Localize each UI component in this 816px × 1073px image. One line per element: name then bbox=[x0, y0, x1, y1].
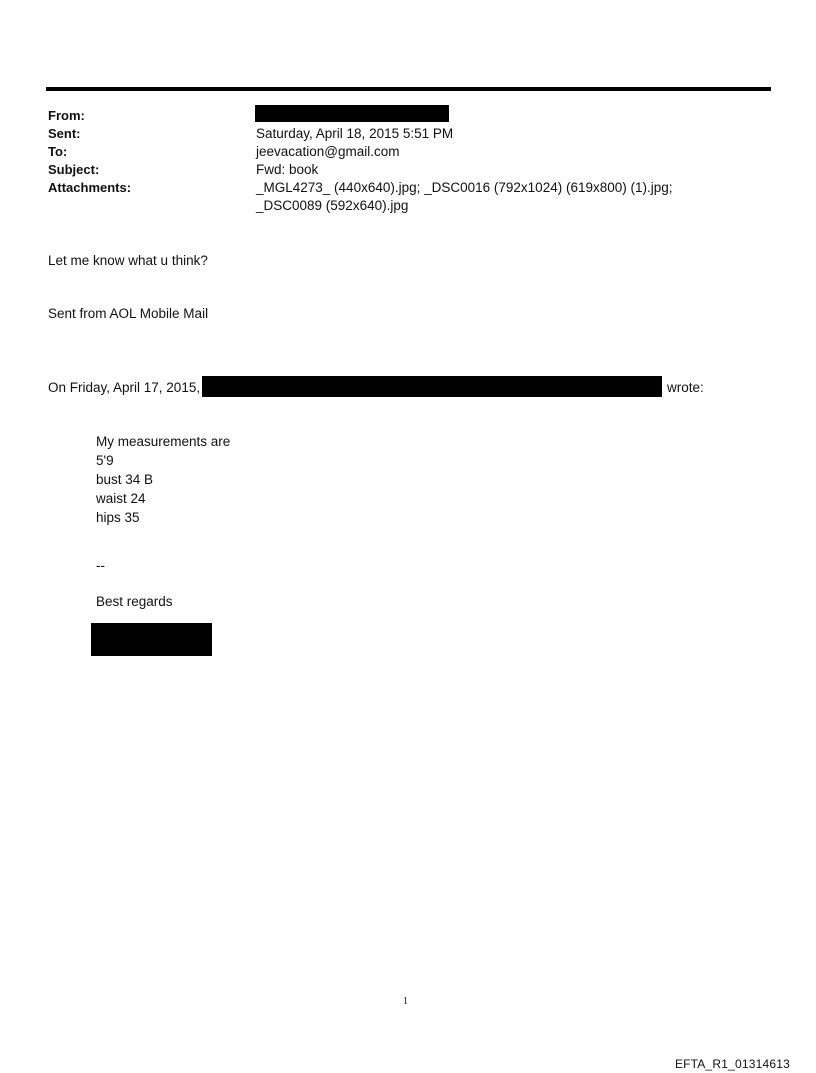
signature-dashes: -- bbox=[96, 558, 105, 573]
quoted-line: hips 35 bbox=[96, 510, 140, 525]
quoted-line: waist 24 bbox=[96, 491, 146, 506]
closing-text: Best regards bbox=[96, 594, 173, 609]
subject-label: Subject: bbox=[48, 162, 100, 177]
attachments-label: Attachments: bbox=[48, 180, 132, 195]
to-label: To: bbox=[48, 144, 68, 159]
bates-number: EFTA_R1_01314613 bbox=[674, 1057, 790, 1071]
quoted-line: 5'9 bbox=[96, 453, 114, 468]
to-value: jeevacation@gmail.com bbox=[256, 144, 400, 159]
sender-redaction bbox=[202, 376, 662, 397]
from-redaction bbox=[255, 105, 449, 122]
quoted-message bbox=[96, 432, 230, 527]
mobile-signature: Sent from AOL Mobile Mail bbox=[48, 306, 209, 321]
quoted-line: bust 34 B bbox=[96, 472, 154, 487]
sent-label: Sent: bbox=[48, 126, 81, 141]
quoted-line: My measurements are bbox=[96, 434, 231, 449]
header-divider bbox=[46, 87, 771, 91]
forward-prefix: On Friday, April 17, 2015, bbox=[48, 380, 201, 395]
page-number: 1 bbox=[403, 996, 408, 1007]
attachments-value: _MGL4273_ (440x640).jpg; _DSC0016 (792x1024) (619x800) (1).jpg; _DSC0089 (592x640).jpg bbox=[256, 180, 673, 213]
from-label: From: bbox=[48, 108, 85, 123]
signature-redaction bbox=[91, 623, 212, 656]
message-line: Let me know what u think? bbox=[48, 253, 208, 268]
subject-value: Fwd: book bbox=[256, 162, 319, 177]
forward-suffix: wrote: bbox=[667, 380, 704, 395]
sent-value: Saturday, April 18, 2015 5:51 PM bbox=[256, 126, 454, 141]
